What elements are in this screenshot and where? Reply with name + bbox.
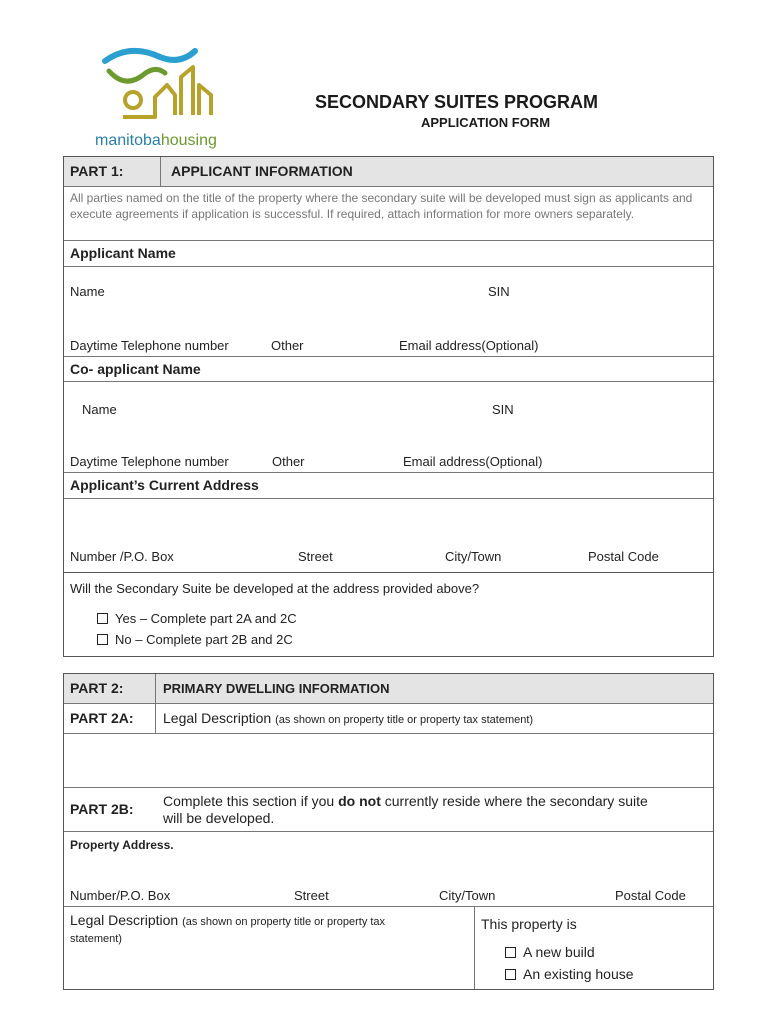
applicant-sin-label: SIN: [488, 284, 510, 299]
coapplicant-name-label: Name: [82, 402, 117, 417]
part2a-label: Legal Description (as shown on property title or property tax statement): [163, 710, 534, 726]
same-address-question: Will the Secondary Suite be developed at the address provided above?: [70, 581, 480, 596]
coapplicant-other-label: Other: [272, 454, 305, 469]
applicant-name-label: Name: [70, 284, 105, 299]
part1-number: PART 1:: [70, 163, 124, 179]
coapplicant-name-heading: Co- applicant Name: [70, 361, 201, 377]
checkbox-icon[interactable]: [97, 634, 108, 645]
applicant-email-label: Email address(Optional): [399, 338, 539, 353]
checkbox-icon[interactable]: [97, 613, 108, 624]
checkbox-icon[interactable]: [505, 947, 516, 958]
part2-number: PART 2:: [70, 680, 124, 696]
part1-instructions: All parties named on the title of the property where the secondary suite will be developed must sign as applicants and execute agreements if application is successful. If required, attach information for more owners separately.: [70, 191, 693, 221]
address-city-label: City/Town: [445, 549, 502, 564]
option-no[interactable]: No – Complete part 2B and 2C: [97, 632, 293, 647]
coapplicant-email-label: Email address(Optional): [403, 454, 543, 469]
property-legal-label: Legal Description (as shown on property title or property tax: [70, 912, 386, 928]
option-new-build[interactable]: A new build: [505, 944, 595, 960]
address-postal-label: Postal Code: [588, 549, 659, 564]
property-address-heading: Property Address.: [70, 838, 174, 852]
address-number-label: Number /P.O. Box: [70, 549, 174, 564]
part2b-instructions: Complete this section if you do not currently reside where the secondary suite will be developed.: [163, 793, 648, 826]
part2a-number: PART 2A:: [70, 710, 134, 726]
coapplicant-phone-label: Daytime Telephone number: [70, 454, 229, 469]
part2b-number: PART 2B:: [70, 801, 134, 817]
checkbox-icon[interactable]: [505, 969, 516, 980]
applicant-other-label: Other: [271, 338, 304, 353]
page-subtitle: APPLICATION FORM: [421, 115, 551, 130]
property-type-label: This property is: [481, 916, 577, 932]
address-street-label: Street: [298, 549, 333, 564]
option-existing-house[interactable]: An existing house: [505, 966, 634, 982]
manitoba-housing-logo: [95, 45, 225, 135]
option-yes[interactable]: Yes – Complete part 2A and 2C: [97, 611, 297, 626]
property-postal-label: Postal Code: [615, 888, 686, 903]
logo-wordmark: manitobahousing: [95, 132, 217, 149]
coapplicant-sin-label: SIN: [492, 402, 514, 417]
current-address-heading: Applicant’s Current Address: [70, 477, 259, 493]
part1-heading: APPLICANT INFORMATION: [171, 163, 353, 179]
coapplicant-name-field[interactable]: [64, 382, 713, 444]
part2-heading: PRIMARY DWELLING INFORMATION: [163, 681, 390, 696]
part2a-legal-description-field[interactable]: [64, 734, 713, 786]
property-legal-hint: statement): [70, 933, 122, 945]
page-title: SECONDARY SUITES PROGRAM: [315, 92, 599, 112]
applicant-name-heading: Applicant Name: [70, 245, 176, 261]
part1-header-bar: [64, 157, 713, 186]
property-number-label: Number/P.O. Box: [70, 888, 171, 903]
logo-graphic-icon: [95, 45, 225, 130]
property-street-label: Street: [294, 888, 329, 903]
property-city-label: City/Town: [439, 888, 496, 903]
applicant-phone-label: Daytime Telephone number: [70, 338, 229, 353]
applicant-name-field[interactable]: [64, 267, 713, 329]
